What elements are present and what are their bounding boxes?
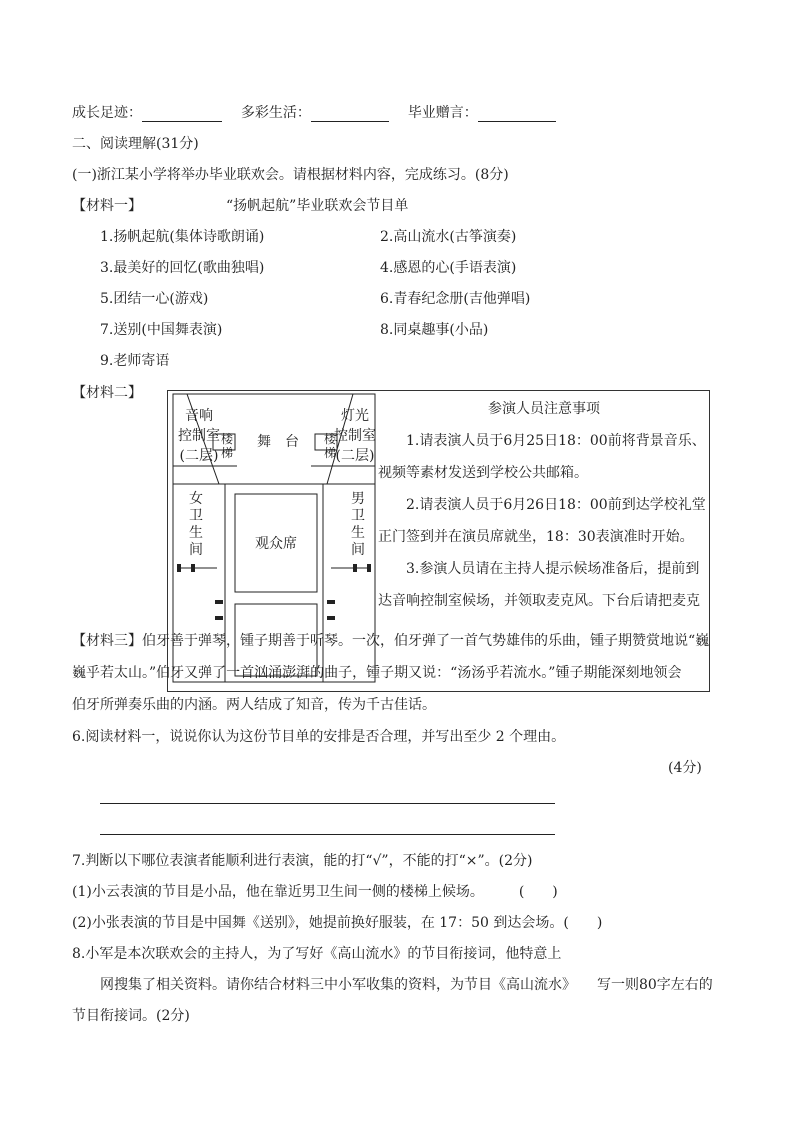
notice-item: 2.请表演人员于6月26日18：00前到达学校礼堂正门签到并在演员席就坐，18：30表演准时开始。: [378, 497, 706, 545]
question-8-line: 网搜集了相关资料。请你结合材料三中小军收集的资料，为节目《高山流水》 写一则80字左右的: [100, 977, 713, 993]
material3-line: 巍乎若太山。”伯牙又弹了一首汹涌澎湃的曲子，锺子期又说：“汤汤乎若流水。”锺子期能深刻地领会: [72, 665, 682, 681]
program-item: 1.扬帆起航(集体诗歌朗诵): [100, 229, 265, 245]
question-7: 7.判断以下哪位表演者能顺利进行表演，能的打“√”，不能的打“×”。(2分): [72, 853, 533, 869]
material3-line: 伯牙所弹奏乐曲的内涵。两人结成了知音，传为千古佳话。: [72, 697, 436, 713]
question-7-2: (2)小张表演的节目是中国舞《送别》，她提前换好服装，在 17：50 到达会场。( ): [72, 915, 603, 931]
blank-life[interactable]: [311, 107, 389, 122]
label-life: 多彩生活：: [240, 105, 311, 121]
audience-label: 观众席: [255, 536, 297, 552]
program-item: 6.青春纪念册(吉他弹唱): [380, 291, 531, 307]
program-item: 8.同桌趣事(小品): [380, 322, 489, 338]
answer-line[interactable]: [100, 803, 555, 804]
blank-message[interactable]: [478, 107, 556, 122]
label-growth: 成长足迹：: [72, 105, 142, 121]
program-item: 9.老师寄语: [100, 353, 170, 369]
question-8-line: 节目衔接词。(2分): [72, 1008, 190, 1024]
section-title: 二、阅读理解(31分): [72, 136, 199, 152]
material2-label: 【材料二】: [72, 385, 142, 401]
question-6-score: (4分): [668, 760, 702, 776]
program-item: 5.团结一心(游戏): [100, 291, 209, 307]
program-item: 7.送别(中国舞表演): [100, 322, 223, 338]
women-restroom-label: 女卫生间: [189, 491, 203, 558]
fill-blank-row: [72, 104, 556, 122]
stage-label: 舞 台: [257, 434, 299, 450]
notice-item: 1.请表演人员于6月25日18：00前将背景音乐、视频等素材发送到学校公共邮箱。: [378, 433, 706, 481]
performer-notice: [378, 393, 710, 617]
light-control-room-label: 灯光 控制室 (二层): [334, 408, 376, 464]
answer-line[interactable]: [100, 834, 555, 835]
men-restroom-label: 男卫生间: [351, 491, 365, 558]
blank-growth[interactable]: [142, 107, 222, 122]
question-8: 8.小军是本次联欢会的主持人，为了写好《高山流水》的节目衔接词，他特意上: [72, 946, 562, 962]
question-6: 6.阅读材料一，说说你认为这份节目单的安排是否合理，并写出至少 2 个理由。: [72, 729, 566, 745]
question-7-1: (1)小云表演的节目是小品，他在靠近男卫生间一侧的楼梯上候场。 ( ): [72, 884, 558, 900]
sound-control-room-label: 音响 控制室 (二层): [178, 408, 220, 464]
material3-line: 【材料三】伯牙善于弹琴，锺子期善于听琴。一次，伯牙弹了一首气势雄伟的乐曲，锺子期赞赏地说“巍: [72, 633, 710, 649]
notice-item: 3.参演人员请在主持人提示候场准备后，提前到达音响控制室候场，并领取麦克风。下台后请把麦克: [378, 561, 700, 609]
stairs-left-label: 楼梯: [220, 432, 233, 460]
program-item: 2.高山流水(古筝演奏): [380, 229, 517, 245]
stairs-right-label: 楼梯: [323, 432, 336, 460]
program-title: “扬帆起航”毕业联欢会节目单: [226, 198, 409, 214]
notice-title: 参演人员注意事项: [488, 401, 600, 417]
part1-intro: (一)浙江某小学将举办毕业联欢会。请根据材料内容，完成练习。(8分): [72, 167, 509, 183]
program-item: 3.最美好的回忆(歌曲独唱): [100, 260, 265, 276]
material1-label: 【材料一】: [72, 198, 142, 214]
label-message: 毕业赠言：: [407, 105, 478, 121]
program-item: 4.感恩的心(手语表演): [380, 260, 517, 276]
